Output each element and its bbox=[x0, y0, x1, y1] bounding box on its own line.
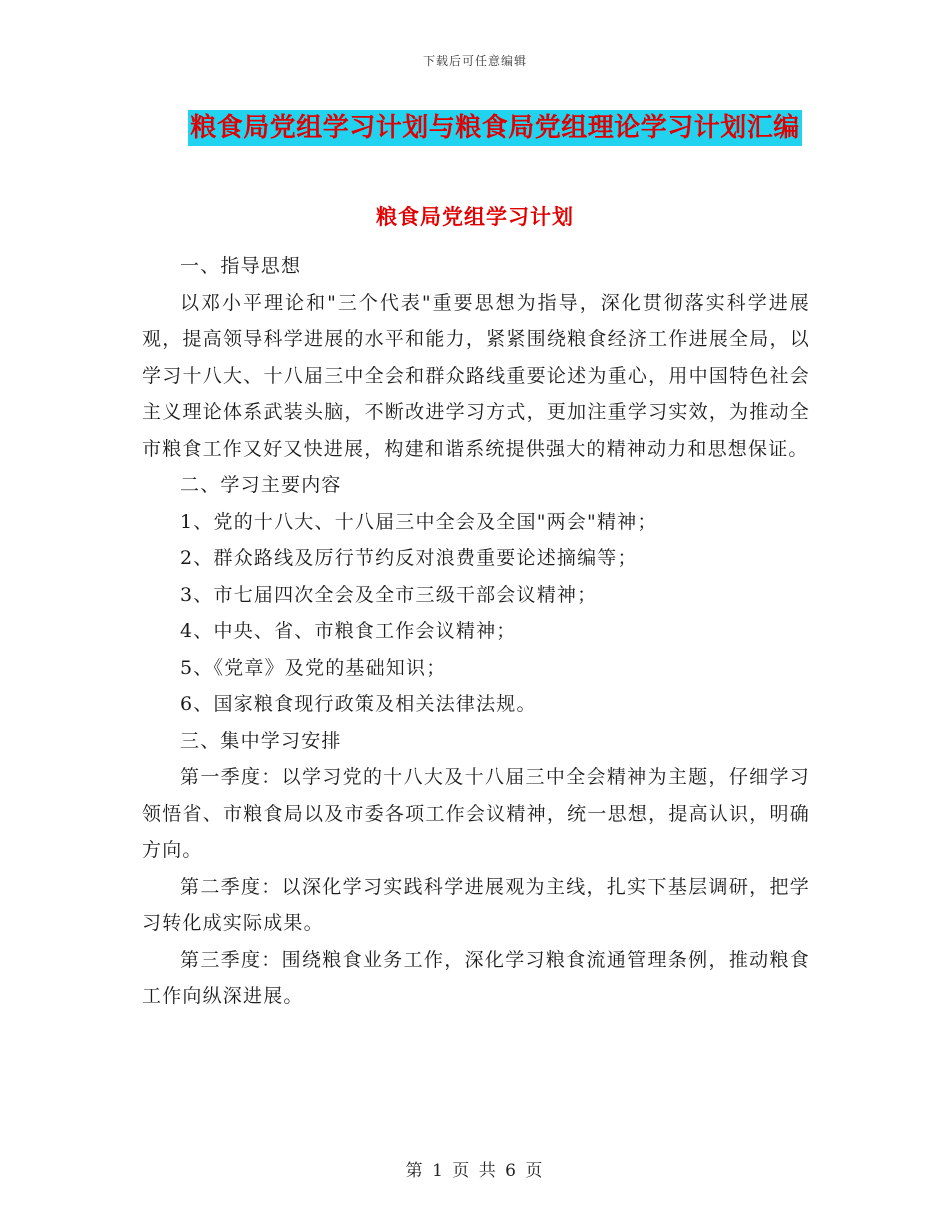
paragraph-quarter-2: 第二季度：以深化学习实践科学进展观为主线，扎实下基层调研，把学习转化成实际成果。 bbox=[142, 875, 810, 934]
list-item: 6、国家粮食现行政策及相关法律法规。 bbox=[180, 693, 537, 715]
section-title: 粮食局党组学习计划 bbox=[376, 205, 574, 229]
heading-guiding-ideology: 一、指导思想 bbox=[180, 255, 302, 277]
document-body bbox=[142, 248, 810, 1015]
header-note: 下载后可任意编辑 bbox=[422, 54, 527, 68]
paragraph-quarter-3: 第三季度：围绕粮食业务工作，深化学习粮食流通管理条例，推动粮食工作向纵深进展。 bbox=[142, 948, 810, 1007]
paragraph-quarter-1: 第一季度：以学习党的十八大及十八届三中全会精神为主题，仔细学习领悟省、市粮食局以及市委各项工作会议精神，统一思想，提高认识，明确方向。 bbox=[142, 766, 810, 861]
main-title-wrap bbox=[0, 110, 950, 146]
list-item: 2、群众路线及厉行节约反对浪费重要论述摘编等； bbox=[180, 547, 638, 569]
list-item: 4、中央、省、市粮食工作会议精神； bbox=[180, 620, 517, 642]
paragraph-guiding-ideology: 以邓小平理论和"三个代表"重要思想为指导，深化贯彻落实科学进展观，提高领导科学进展的水平和能力，紧紧围绕粮食经济工作进展全局，以学习十八大、十八届三中全会和群众路线重要论述为重心，用中国特色社会主义理论体系武装头脑，不断改进学习方式，更加注重学习实效，为推动全市粮食工作又好又快进展，构建和谐系统提供强大的精神动力和思想保证。 bbox=[142, 291, 810, 460]
list-item: 1、党的十八大、十八届三中全会及全国"两会"精神； bbox=[180, 510, 658, 533]
list-item: 5、《党章》及党的基础知识； bbox=[180, 656, 447, 679]
page-number: 第 1 页 共 6 页 bbox=[405, 1161, 545, 1181]
heading-main-content: 二、学习主要内容 bbox=[180, 474, 342, 496]
main-title: 粮食局党组学习计划与粮食局党组理论学习计划汇编 bbox=[188, 110, 802, 146]
heading-study-schedule: 三、集中学习安排 bbox=[180, 729, 342, 752]
list-item: 3、市七届四次全会及全市三级干部会议精神； bbox=[180, 583, 598, 606]
